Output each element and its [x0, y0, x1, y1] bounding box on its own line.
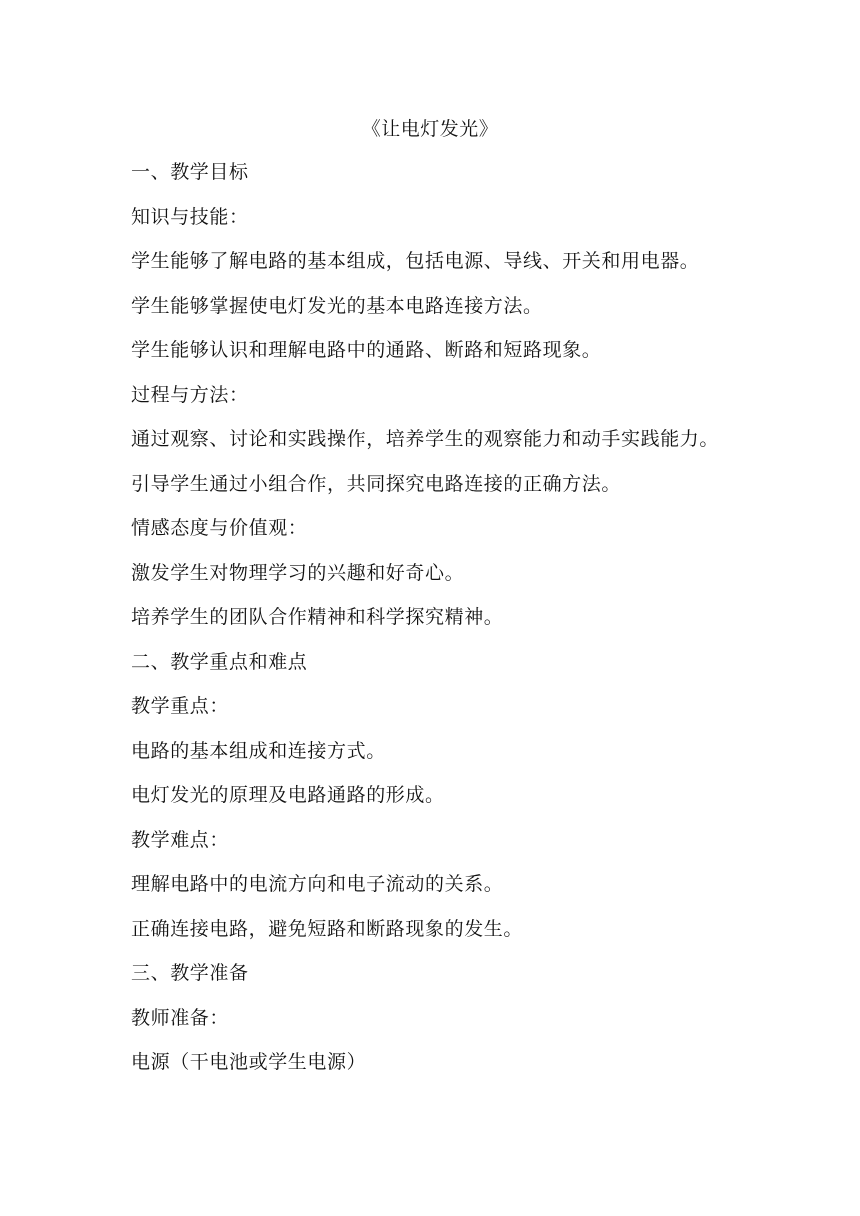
paragraph-line: 电灯发光的原理及电路通路的形成。: [131, 784, 445, 806]
paragraph-line: 引导学生通过小组合作，共同探究电路连接的正确方法。: [131, 472, 622, 495]
section-heading-objectives: 一、教学目标: [131, 161, 249, 183]
paragraph-line: 通过观察、讨论和实践操作，培养学生的观察能力和动手实践能力。: [131, 428, 720, 450]
section-heading-preparation: 三、教学准备: [131, 962, 249, 984]
document-title: 《让电灯发光》: [361, 118, 499, 140]
paragraph-line: 学生能够了解电路的基本组成，包括电源、导线、开关和用电器。: [131, 250, 700, 272]
paragraph-line: 理解电路中的电流方向和电子流动的关系。: [131, 873, 504, 895]
subheading-attitudes-values: 情感态度与价值观：: [131, 517, 308, 539]
paragraph-line: 学生能够认识和理解电路中的通路、断路和短路现象。: [131, 339, 602, 361]
paragraph-line: 激发学生对物理学习的兴趣和好奇心。: [131, 561, 465, 584]
subheading-process-methods: 过程与方法：: [131, 383, 249, 406]
document-body: [131, 159, 831, 1094]
section-heading-key-points: 二、教学重点和难点: [131, 650, 308, 673]
subheading-teaching-focus: 教学重点：: [131, 695, 230, 717]
paragraph-line: 电路的基本组成和连接方式。: [131, 739, 386, 762]
paragraph-line: 学生能够掌握使电灯发光的基本电路连接方法。: [131, 294, 543, 317]
subheading-teaching-difficulties: 教学难点：: [131, 828, 230, 851]
subheading-knowledge-skills: 知识与技能：: [131, 205, 249, 228]
paragraph-line: 电源（干电池或学生电源）: [131, 1051, 367, 1073]
subheading-teacher-preparation: 教师准备：: [131, 1006, 230, 1029]
paragraph-line: 培养学生的团队合作精神和科学探究精神。: [131, 606, 504, 628]
paragraph-line: 正确连接电路，避免短路和断路现象的发生。: [131, 917, 524, 940]
